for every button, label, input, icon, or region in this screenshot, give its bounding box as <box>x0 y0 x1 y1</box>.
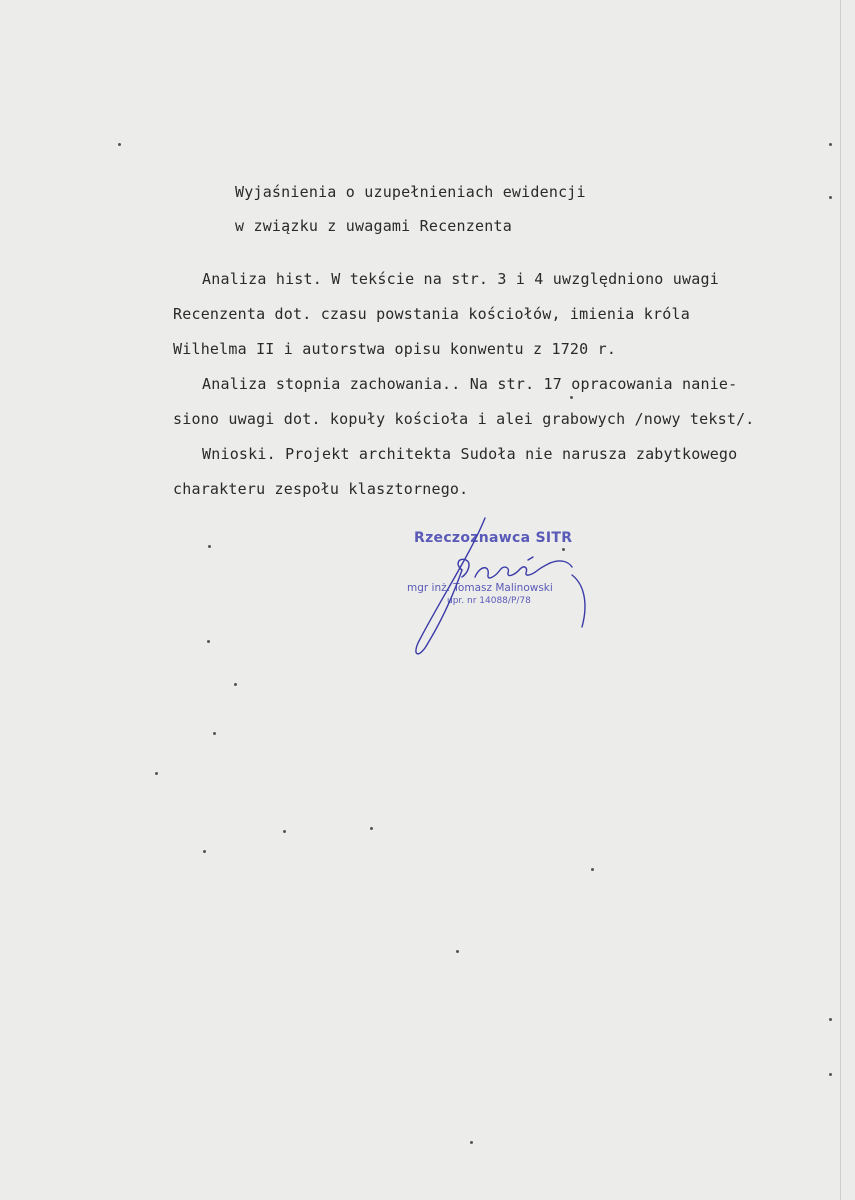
paper-speck <box>829 143 832 146</box>
heading-line-2: w związku z uwagami Recenzenta <box>235 217 512 235</box>
paragraph-line-6: Wnioski. Projekt architekta Sudoła nie narusza zabytkowego <box>202 445 738 463</box>
paper-speck <box>203 850 206 853</box>
paper-speck <box>118 143 121 146</box>
paper-speck <box>207 640 210 643</box>
paper-speck <box>234 683 237 686</box>
paper-speck <box>829 196 832 199</box>
paragraph-line-3: Wilhelma II i autorstwa opisu konwentu z 1720 r. <box>173 340 617 358</box>
paragraph-line-4: Analiza stopnia zachowania.. Na str. 17 opracowania nanie- <box>202 375 738 393</box>
stamp-registry: upr. nr 14088/P/78 <box>447 596 531 606</box>
paper-speck <box>213 732 216 735</box>
paper-speck <box>829 1018 832 1021</box>
paragraph-line-1: Analiza hist. W tekście na str. 3 i 4 uwzględniono uwagi <box>202 270 719 288</box>
paper-speck <box>155 772 158 775</box>
heading-line-1: Wyjaśnienia o uzupełnieniach ewidencji <box>235 183 586 201</box>
page-edge <box>840 0 841 1200</box>
paper-speck <box>370 827 373 830</box>
paper-speck <box>562 548 565 551</box>
paper-speck <box>570 396 573 399</box>
paragraph-line-2: Recenzenta dot. czasu powstania kościołów, imienia króla <box>173 305 690 323</box>
paper-speck <box>470 1141 473 1144</box>
paper-speck <box>591 868 594 871</box>
paper-speck <box>829 1073 832 1076</box>
paper-speck <box>456 950 459 953</box>
paragraph-line-5: siono uwagi dot. kopuły kościoła i alei grabowych /nowy tekst/. <box>173 410 755 428</box>
paper-speck <box>208 545 211 548</box>
stamp-name: mgr inż. Tomasz Malinowski <box>407 582 553 594</box>
stamp-title: Rzeczoznawca SITR <box>414 530 573 546</box>
paragraph-line-7: charakteru zespołu klasztornego. <box>173 480 469 498</box>
paper-speck <box>283 830 286 833</box>
handwritten-signature <box>400 515 600 660</box>
